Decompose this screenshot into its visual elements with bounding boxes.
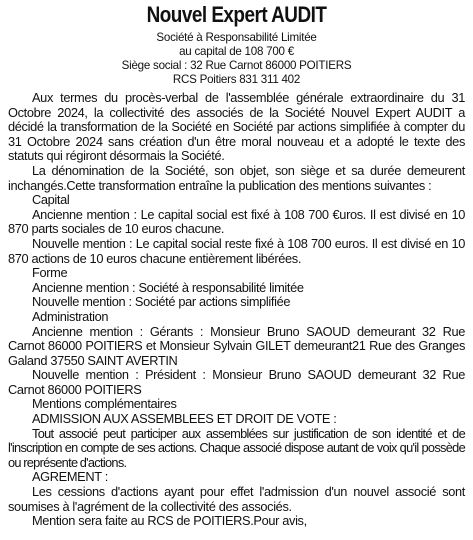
paragraph-resolution: Aux termes du procès-verbal de l'assemblée générale extraordinaire du 31 Octobre 2024, la collectivité des associés de la Société Nouvel Expert AUDIT a décidé la transformation de la Société en Société par actions simplifiée à compter du 31 Octobre 2024 sans création d'un être moral nouveau et a adopté le texte des statuts qui régiront désormais la Société.	[8, 90, 465, 164]
company-form: Société à Responsabilité Limitée	[156, 31, 317, 44]
paragraph-forme-old: Ancienne mention : Société à responsabilité limitée	[32, 279, 304, 295]
paragraph-closing: Mention sera faite au RCS de POITIERS.Pour avis,	[32, 513, 307, 529]
section-heading-mentions: Mentions complémentaires	[32, 396, 177, 412]
paragraph-administration-old: Ancienne mention : Gérants : Monsieur Bruno SAOUD demeurant 32 Rue Carnot 86000 POITIERS et Monsieur Sylvain GILET demeurant21 Rue des Granges Galand 37550 SAINT AVERTIN	[8, 323, 465, 368]
notice-title: Nouvel Expert AUDIT	[146, 2, 327, 27]
paragraph-capital-old: Ancienne mention : Le capital social est fixé à 108 700 €uros. Il est divisé en 10 870 parts sociales de 10 euros chacune.	[8, 206, 465, 237]
company-capital: au capital de 108 700 €	[179, 45, 294, 58]
section-heading-agrement: AGREMENT :	[32, 469, 108, 485]
company-rcs: RCS Poitiers 831 311 402	[172, 73, 301, 86]
company-header	[8, 31, 465, 87]
paragraph-forme-new: Nouvelle mention : Société par actions simplifiée	[32, 294, 291, 310]
section-heading-admission: ADMISSION AUX ASSEMBLEES ET DROIT DE VOTE :	[32, 411, 337, 427]
paragraph-administration-new: Nouvelle mention : Président : Monsieur Bruno SAOUD demeurant 32 Rue Carnot 86000 POITIERS	[8, 367, 465, 397]
paragraph-agrement: Les cessions d'actions ayant pour effet l'admission d'un nouvel associé sont soumises à l'agrément de la collectivité des associés.	[8, 484, 465, 514]
section-heading-forme: Forme	[32, 265, 68, 281]
section-heading-capital: Capital	[32, 192, 70, 208]
paragraph-unchanged: La dénomination de la Société, son objet, son siège et sa durée demeurent inchangés.Cette transformation entraîne la publication des mentions suivantes :	[8, 162, 465, 193]
paragraph-capital-new: Nouvelle mention : Le capital social reste fixé à 108 700 euros. Il est divisé en 10 870 actions de 10 euros chacune entièrement libérées.	[8, 235, 465, 266]
paragraph-admission: Tout associé peut participer aux assemblées sur justification de son identité et de l'inscription en compte de ses actions. Chaque associé dispose autant de voix qu'il possède ou représente d'actions.	[8, 425, 465, 470]
section-heading-administration: Administration	[32, 308, 109, 324]
notice-body	[8, 91, 465, 529]
company-registered-office: Siège social : 32 Rue Carnot 86000 POITIERS	[121, 59, 352, 72]
